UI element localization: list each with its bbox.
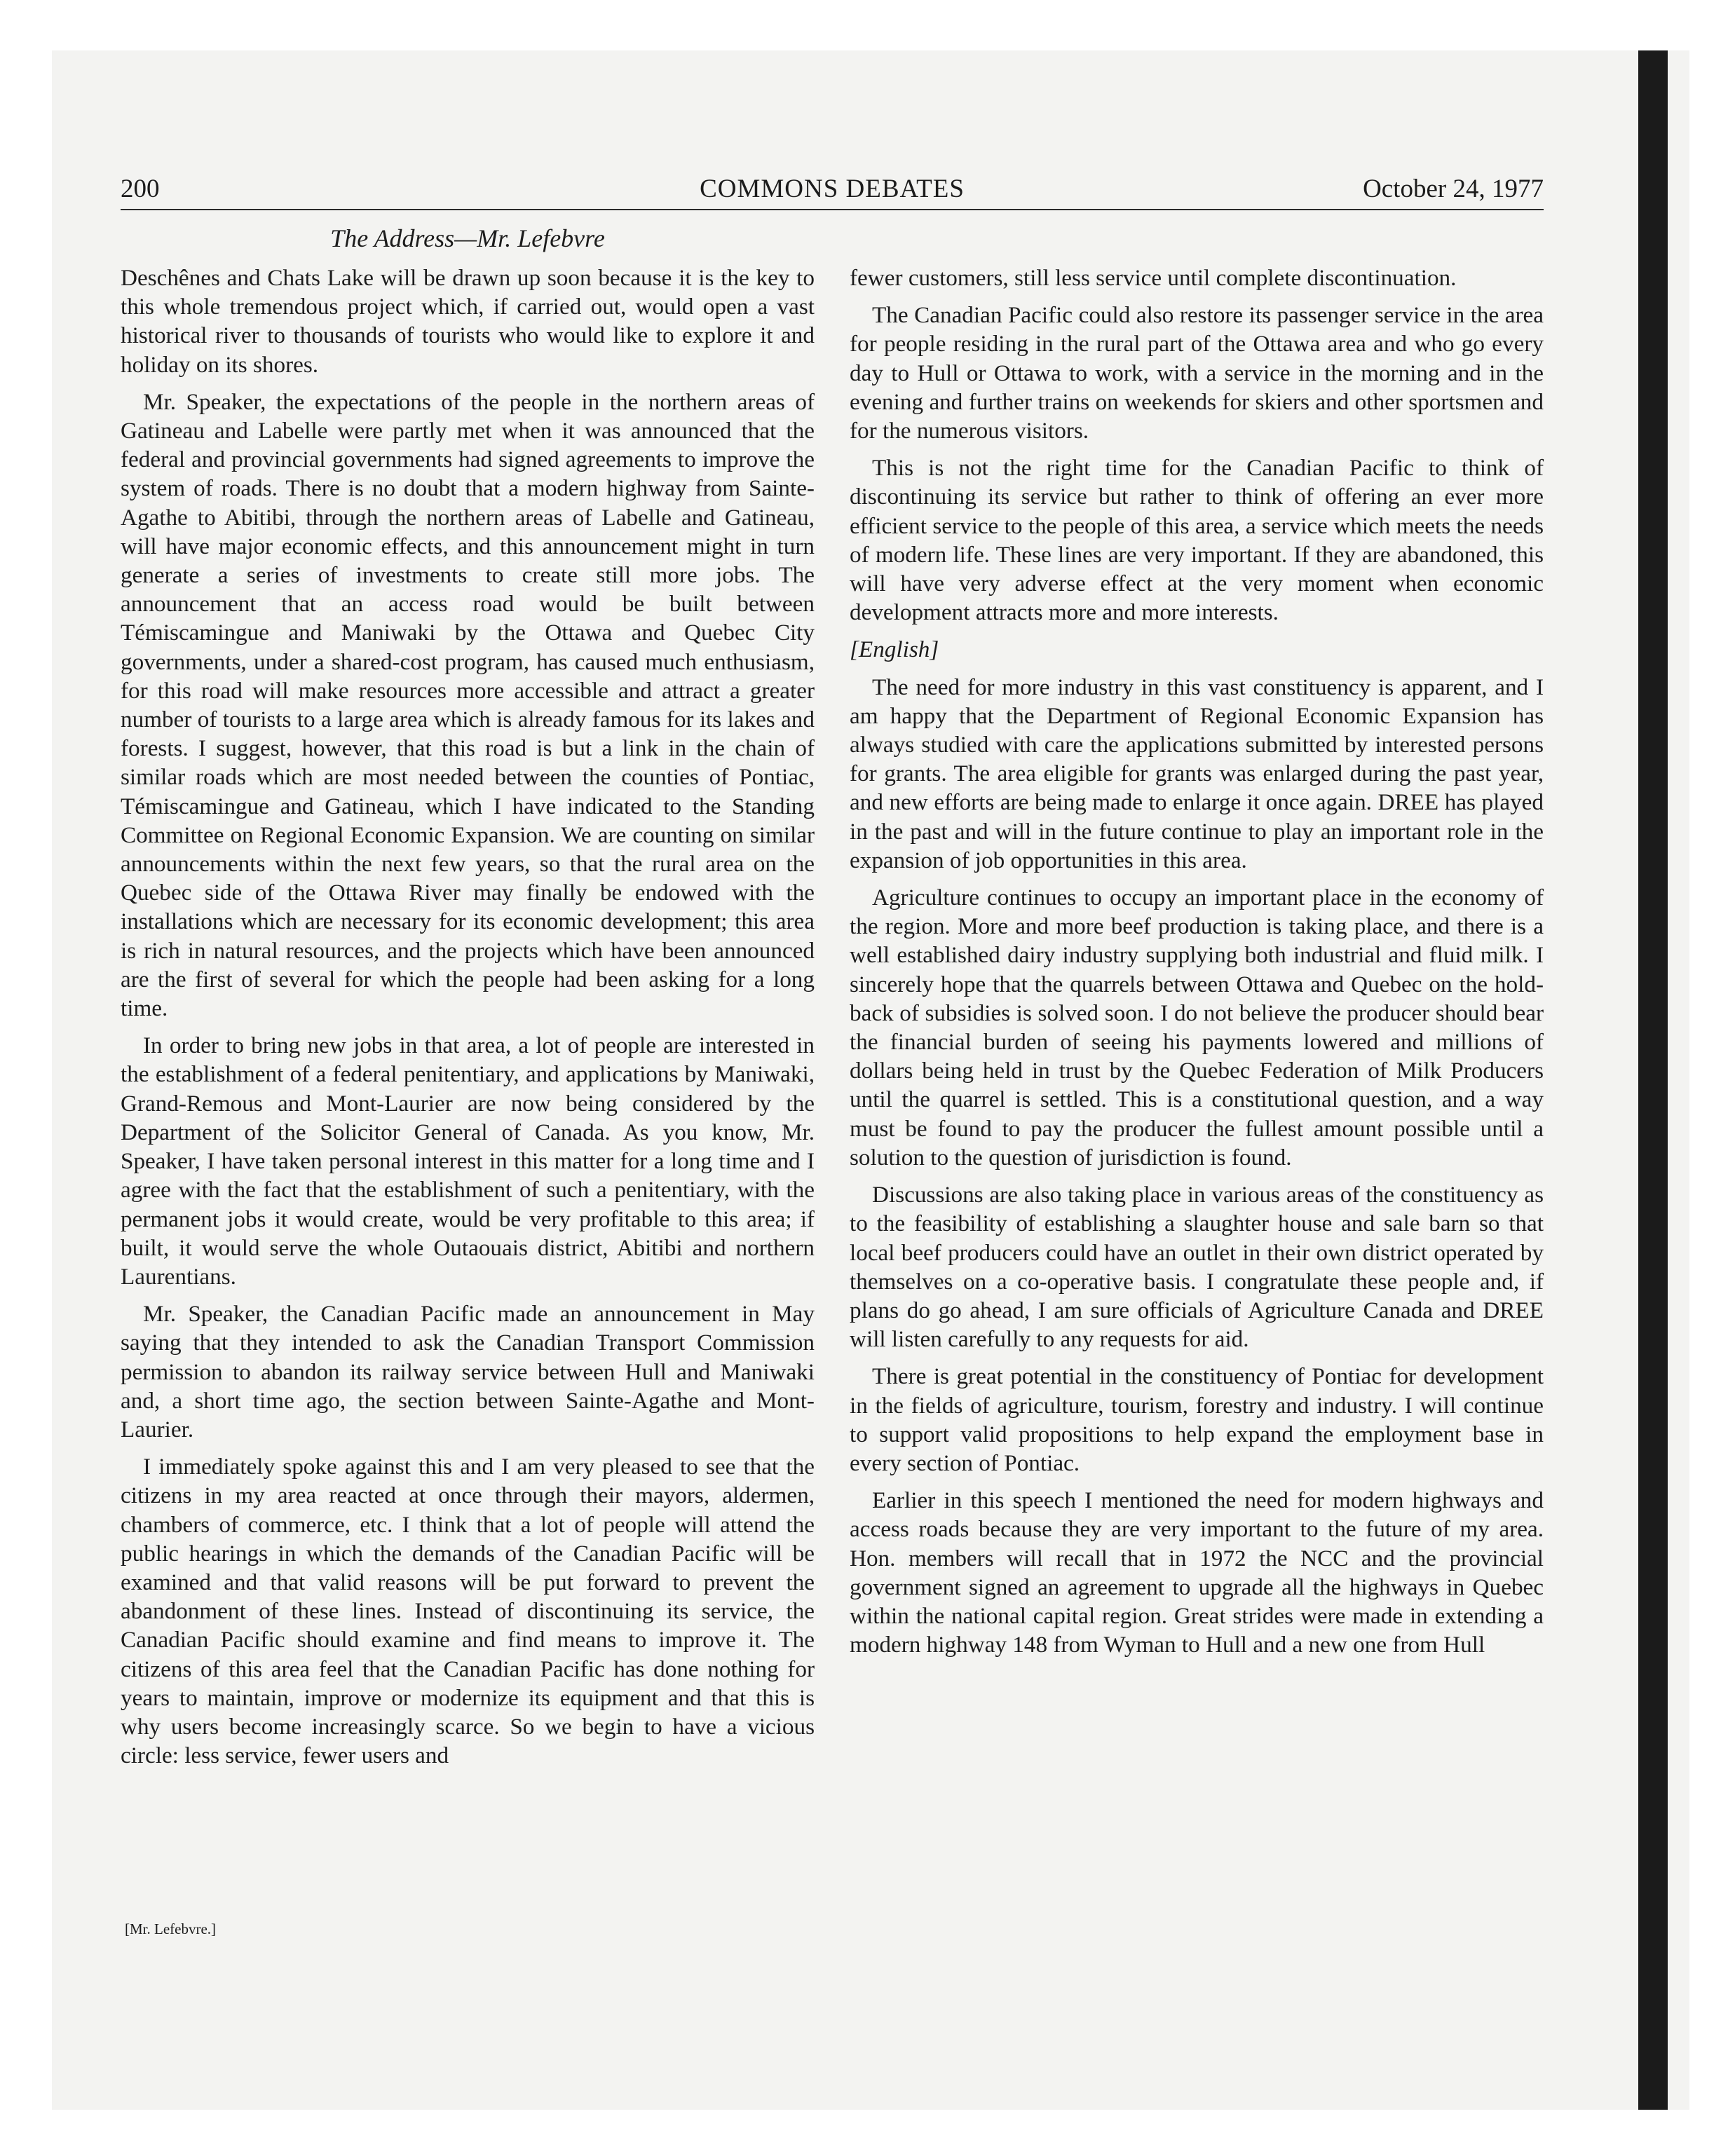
paragraph: Mr. Speaker, the expectations of the people in the northern areas of Gatineau and Labelle were partly met when it was announced that the federal and provincial governments had signed agreements to improve the system of roads. There is no doubt that a modern highway from Sainte-Agathe to Abitibi, through the northern areas of Labelle and Gatineau, will have major economic effects, and this announcement might in turn generate a series of investments to create still more jobs. The announcement that an access road would be built between Témiscamingue and Maniwaki by the Ottawa and Quebec City governments, under a shared-cost program, has caused much enthusiasm, for this road will make resources more accessible and attract a greater number of tourists to a large area which is already famous for its lakes and forests. I suggest, however, that this road is but a link in the chain of similar roads which are most needed between the counties of Pontiac, Témiscamingue and Gatineau, which I have indicated to the Standing Committee on Regional Economic Expansion. We are counting on similar announcements within the next few years, so that the rural area on the Quebec side of the Ottawa River may finally be endowed with the installations which are necessary for its economic development; this area is rich in natural resources, and the projects which have been announced are the first of several for which the people had been asking for a long time. <box>121 388 815 1022</box>
page-binding-edge <box>1638 50 1668 2110</box>
page-header <box>121 174 1544 210</box>
paragraph: Discussions are also taking place in various areas of the constituency as to the feasibility of establishing a slaughter house and sale barn so that local beef producers could have an outlet in their own district operated by themselves on a co-operative basis. I congratulate these people and, if plans do go ahead, I am sure officials of Agriculture Canada and DREE will listen carefully to any requests for aid. <box>850 1182 1544 1353</box>
paragraph: I immediately spoke against this and I am very pleased to see that the citizens in my area reacted at once through their mayors, aldermen, chambers of commerce, etc. I think that a lot of people will attend the public hearings in which the demands of the Canadian Pacific will be examined and that valid reasons will be put forward to prevent the abandonment of these lines. Instead of discontinuing its service, the Canadian Pacific should examine and find means to improve it. The citizens of this area feel that the Canadian Pacific has done nothing for years to maintain, improve or modernize its equipment and that this is why users become increasingly scarce. So we begin to have a vicious circle: less service, fewer users and <box>121 1454 815 1769</box>
paragraph: This is not the right time for the Canadian Pacific to think of discontinuing its service but rather to think of offering an ever more efficient service to the people of this area, a service which meets the needs of modern life. These lines are very important. If they are abandoned, this will have very adverse effect at the very moment when economic development attracts more and more interests. <box>850 455 1544 626</box>
running-subheading: The Address—Mr. Lefebvre <box>330 224 605 252</box>
right-column <box>850 264 1544 1667</box>
left-column <box>121 264 815 1778</box>
paragraph: Mr. Speaker, the Canadian Pacific made an announcement in May saying that they intended to ask the Canadian Transport Commission permission to abandon its railway service between Hull and Maniwaki and, a short time ago, the section between Sainte-Agathe and Mont-Laurier. <box>121 1301 815 1442</box>
page-number: 200 <box>121 175 160 203</box>
paragraph: The need for more industry in this vast constituency is apparent, and I am happy that the Department of Regional Economic Expansion has always studied with care the applications submitted by interested persons for grants. The area eligible for grants was enlarged during the past year, and new efforts are being made to enlarge it once again. DREE has played in the past and will in the future continue to play an important role in the expansion of job opportunities in this area. <box>850 674 1544 873</box>
paragraph: Earlier in this speech I mentioned the need for modern highways and access roads because they are very important to the future of my area. Hon. members will recall that in 1972 the NCC and the provincial government signed an agreement to upgrade all the highways in Quebec within the national capital region. Great strides were made in extending a modern highway 148 from Wyman to Hull and a new one from Hull <box>850 1487 1544 1658</box>
paragraph: There is great potential in the constituency of Pontiac for development in the fields of agriculture, tourism, forestry and industry. I will continue to support valid propositions to help expand the employment base in every section of Pontiac. <box>850 1363 1544 1476</box>
speaker-tag: [Mr. Lefebvre.] <box>125 1920 217 1937</box>
paragraph: fewer customers, still less service until complete discontinuation. <box>850 265 1457 291</box>
paragraph: Agriculture continues to occupy an important place in the economy of the region. More and more beef production is taking place, and there is a well established dairy industry supplying both industrial and fluid milk. I sincerely hope that the quarrels between Ottawa and Quebec on the hold-back of subsidies is solved soon. I do not believe the producer should bear the financial burden of seeing his payments lowered and millions of dollars being held in trust by the Quebec Federation of Milk Producers until the quarrel is settled. This is a constitutional question, and a way must be found to pay the producer the fullest amount possible until a solution to the question of jurisdiction is found. <box>850 885 1544 1171</box>
paragraph: In order to bring new jobs in that area, a lot of people are interested in the establishment of a federal penitentiary, and applications by Maniwaki, Grand-Remous and Mont-Laurier are now being considered by the Department of the Solicitor General of Canada. As you know, Mr. Speaker, I have taken personal interest in this matter for a long time and I agree with the fact that the establishment of such a penitentiary, with the permanent jobs it would create, would be very profitable to this area; if built, it would serve the whole Outaouais district, Abitibi and northern Laurentians. <box>121 1032 815 1290</box>
language-marker: [English] <box>850 636 939 663</box>
paragraph: The Canadian Pacific could also restore its passenger service in the area for people residing in the rural part of the Ottawa area and who go every day to Hull or Ottawa to work, with a service in the morning and in the evening and further trains on weekends for skiers and other sportsmen and for the numerous visitors. <box>850 302 1544 444</box>
paragraph: Deschênes and Chats Lake will be drawn up soon because it is the key to this whole tremendous project which, if carried out, would open a vast historical river to thousands of tourists who would like to explore it and holiday on its shores. <box>121 265 815 378</box>
page-date: October 24, 1977 <box>1363 175 1544 203</box>
journal-title: COMMONS DEBATES <box>700 175 965 203</box>
